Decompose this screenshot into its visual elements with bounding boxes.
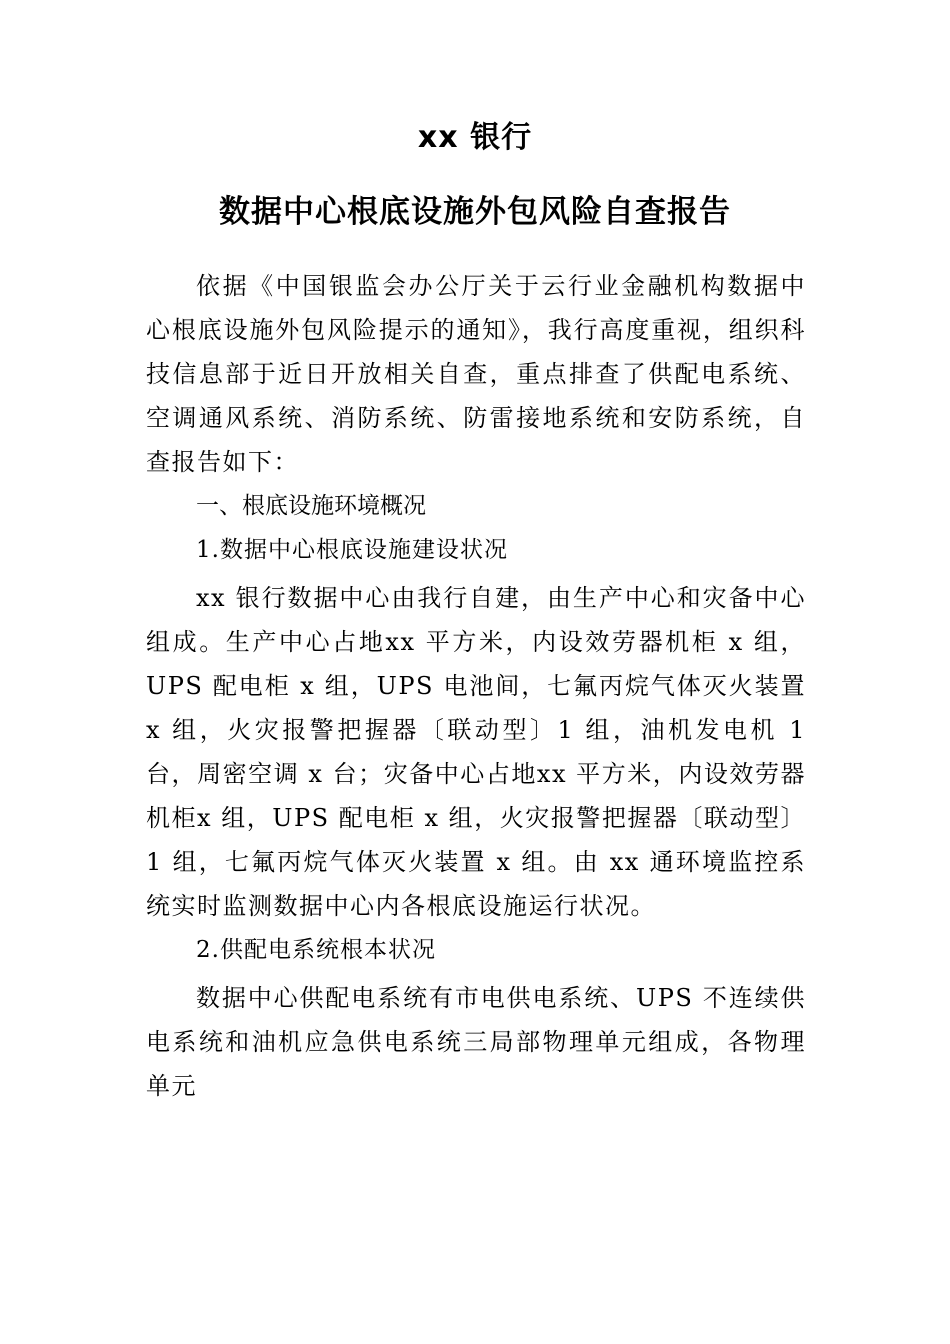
power-supply-paragraph: 数据中心供配电系统有市电供电系统、UPS 不连续供电系统和油机应急供电系统三局部物理单元组成，各物理单元 [146,984,806,1100]
subsection-heading-power-supply: 2.供配电系统根本状况 [196,937,436,963]
document-title-bank: xx 银行 [417,120,533,155]
section-heading-infrastructure-overview: 一、根底设施环境概况 [196,493,426,519]
document-title-report: 数据中心根底设施外包风险自查报告 [219,194,731,230]
subsection-heading-construction-status: 1.数据中心根底设施建设状况 [196,537,508,563]
intro-paragraph: 依据《中国银监会办公厅关于云行业金融机构数据中心根底设施外包风险提示的通知》，我行高度重视，组织科技信息部于近日开放相关自查，重点排查了供配电系统、空调通风系统、消防系统、防雷接地系统和安防系统，自查报告如下： [146,272,806,476]
construction-status-paragraph: xx 银行数据中心由我行自建，由生产中心和灾备中心组成。生产中心占地xx 平方米，内设效劳器机柜 x 组，UPS 配电柜 x 组，UPS 电池间，七氟丙烷气体灭火装置 x 组，火灾报警把握器〔联动型〕1 组，油机发电机 1 台，周密空调 x 台；灾备中心占地xx 平方米，内设效劳器机柜x 组，UPS 配电柜 x 组，火灾报警把握器〔联动型〕1 组，七氟丙烷气体灭火装置 x 组。由 xx 通环境监控系统实时监测数据中心内各根底设施运行状况。 [146,584,806,920]
